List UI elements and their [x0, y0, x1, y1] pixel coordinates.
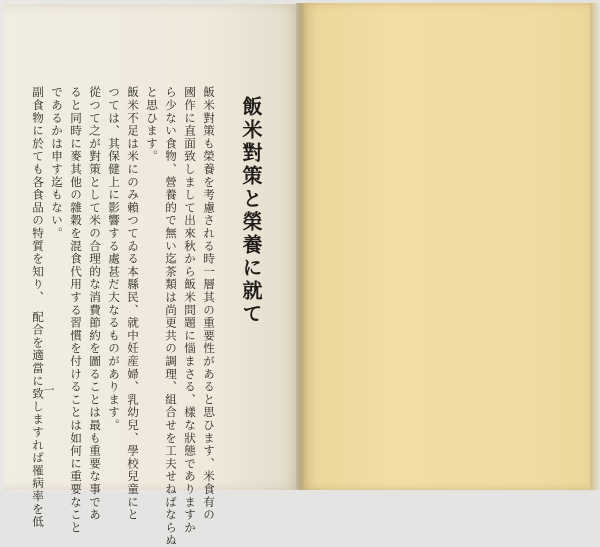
text-line: と思ひます。 [145, 86, 159, 163]
text-line: 飯米對策も榮養を考慮される時一層其の重要性があると思ひます、米食有の [202, 86, 216, 522]
text-line: つては、其保健上に影響する處甚だ大なるものがあります。 [107, 86, 121, 432]
book-spine [296, 3, 304, 490]
text-line: ら少ない食物、營養的で無い迄茶類は尚更共の調理、組合せを工夫せねばならぬ [164, 86, 178, 547]
text-line: 副食物に於ても各食品の特質を知り、 配合を適當に致しますれば罹病率を低 [31, 86, 45, 529]
page-edge [590, 3, 600, 490]
right-page-blank [300, 3, 591, 490]
text-line: 飯米不足は米にのみ賴つてゐる本縣民、就中妊産婦、乳幼兒、學校兒童にと [126, 86, 140, 522]
text-line: であるかは申す迄もない。 [50, 86, 64, 240]
text-line: 國作に直面致しまして出來秋から飯米問題に惱まさる、樣な狀態でありますか [183, 86, 197, 534]
text-line: ると同時に麥其他の雜穀を混食代用する習慣を付けることは如何に重要なこと [69, 86, 83, 534]
text-line: 從つて之が對策として米の合理的な消費節約を圖ることは最も重要な事であ [88, 86, 102, 522]
page-number: 一 [42, 384, 55, 395]
chapter-title: 飯米對策と榮養に就て [239, 96, 263, 326]
body-text [31, 86, 218, 547]
